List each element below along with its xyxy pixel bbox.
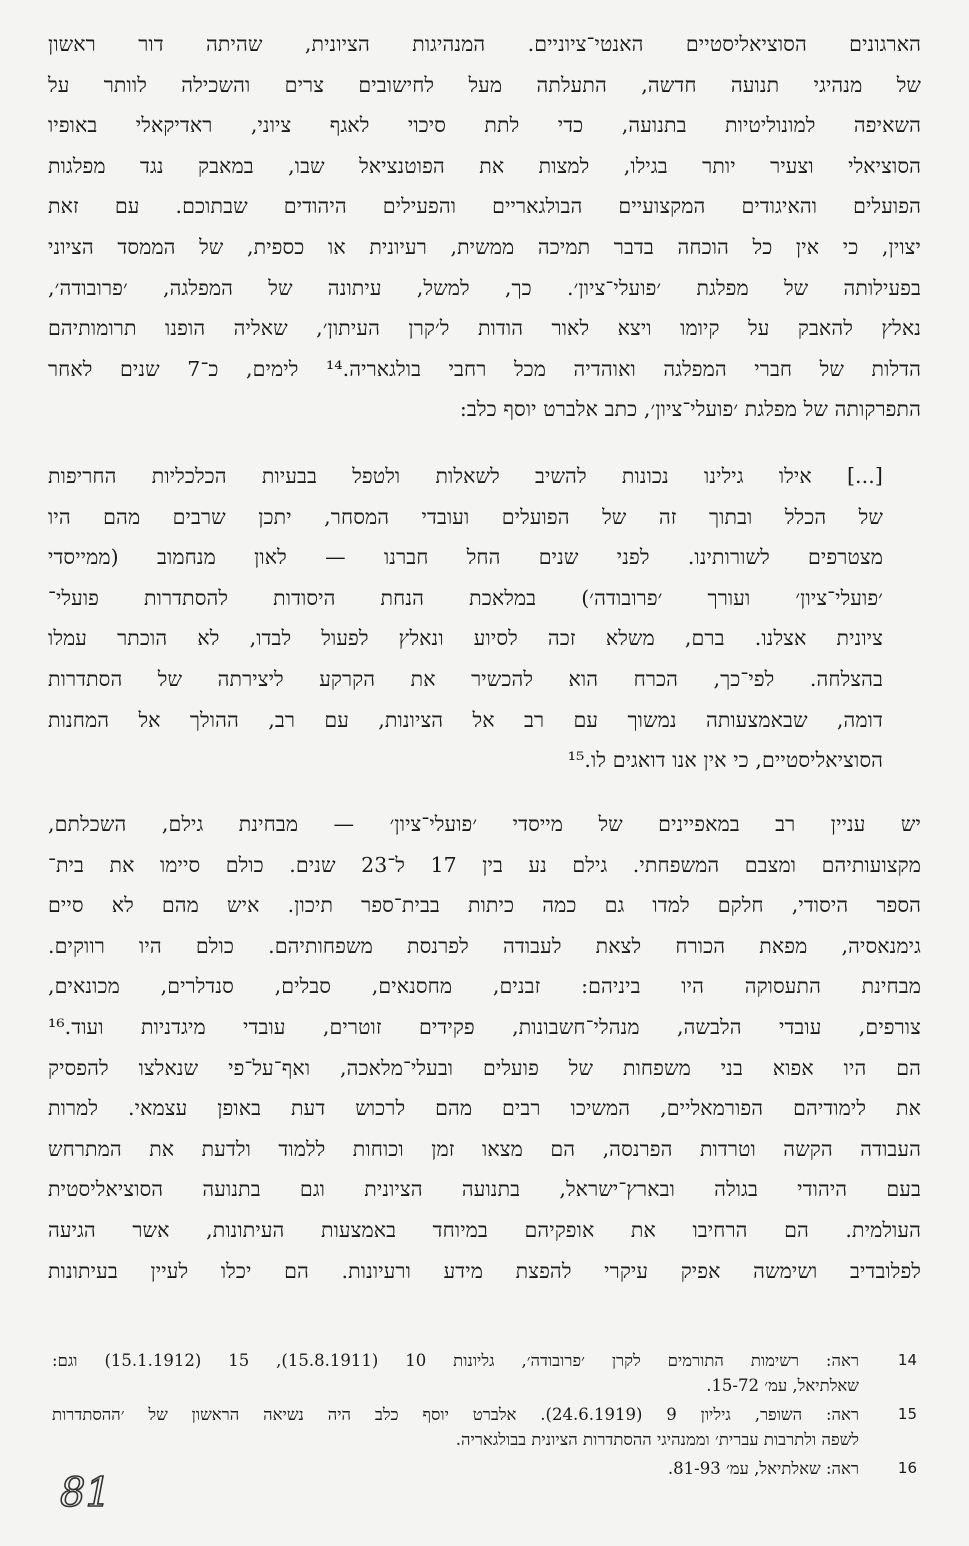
paragraph-2 xyxy=(48,804,921,1291)
text-line: הארגונים הסוציאליסטיים האנטי־ציוניים. המנהיגות הציונית, שהיתה דור ראשון xyxy=(48,32,921,56)
footnote-line: ראה: רשימות התורמים לקרן ׳פרובודה׳, גליונות 10 (15.8.1911), 15 (15.1.1912) וגם: xyxy=(52,1351,859,1370)
quote-line: [...] אילו גילינו נכונות להשיב לשאלות ולטפל בבעיות הכלכליות החריפות xyxy=(48,464,883,488)
footnote-line: ראה: השופר, גיליון 9 (24.6.1919). אלברט יוסף כלב היה נשיאה הראשון של ׳ההסתדרות xyxy=(52,1405,859,1424)
text-line: נאלץ להאבק על קיומו ויצא לאור הודות ל׳קרן העיתון׳, שאליה הופנו תרומותיהם xyxy=(48,316,921,341)
quote-line: של הכלל ובתוך זה של הפועלים ועובדי המסחר, יתכן שרבים מהם היו xyxy=(48,504,883,529)
page-number-handwriting xyxy=(56,1462,136,1522)
text-line: הספר היסודי, חלקם למדו גם כמה כיתות בבית־ספר תיכון. איש מהם לא סיים xyxy=(48,893,921,918)
text-line: של מנהיגי תנועה חדשה, התעלתה מעל לחישובים צרים והשכילה לוותר על xyxy=(48,72,921,97)
text-line: השאיפה למונוליטיות בתנועה, כדי לתת סיכוי לאגף ציוני, ראדיקאלי באופיו xyxy=(48,113,921,138)
footnote-14 xyxy=(52,1348,917,1398)
quote-line: הסוציאליסטיים, כי אין אנו דואגים לו.¹⁵ xyxy=(567,748,883,773)
text-line: גימנאסיה, מפאת הכורח לצאת לעבודה לפרנסת משפחותיהם. כולם היו רווקים. xyxy=(48,933,921,958)
text-line: הם היו אפוא בני משפחות של פועלים ובעלי־מלאכה, ואף־על־פי שנאלצו להפסיק xyxy=(48,1055,921,1080)
text-line: יצוין, כי אין כל הוכחה בדבר תמיכה ממשית, רעיונית או כספית, של הממסד הציוני xyxy=(48,234,921,259)
text-line: העולמית. הם הרחיבו את אופקיהם במיוחד באמצעות העיתונות, אשר הגיעה xyxy=(48,1217,921,1242)
footnote-16 xyxy=(52,1456,917,1481)
page-number-text: 81 xyxy=(60,1470,111,1516)
paragraph-1 xyxy=(48,24,921,430)
text-line: הסוציאלי וצעיר יותר בגילו, למצות את הפוטנציאל שבו, במאבק נגד מפלגות xyxy=(48,153,921,178)
footnote-15 xyxy=(52,1402,917,1452)
text-line: בפעילותה של מפלגת ׳פועלי־ציון׳. כך, למשל, עיתונה של המפלגה, ׳פרובודה׳, xyxy=(48,275,921,300)
text-line: התפרקותה של מפלגת ׳פועלי־ציון׳, כתב אלברט יוסף כלב: xyxy=(459,397,921,422)
block-quote xyxy=(48,456,883,781)
footnote-number: 14 xyxy=(897,1351,917,1369)
text-line: יש עניין רב במאפיינים של מייסדי ׳פועלי־ציון׳ — מבחינת גילם, השכלתם, xyxy=(48,812,921,836)
text-line: לפלובדיב ושימשה אפיק עיקרי להפצת מידע ורעיונות. הם יכלו לעיין בעיתונות xyxy=(48,1258,921,1283)
text-line: העבודה הקשה וטרדות הפרנסה, הם מצאו זמן וכוחות ללמוד ולדעת את המתרחש xyxy=(48,1136,921,1161)
quote-line: ׳פועלי־ציון׳ ועורך ׳פרובודה׳) במלאכת הנחת היסודות להסתדרות פועלי־ xyxy=(48,585,883,610)
text-line: בעם היהודי בגולה ובארץ־ישראל, בתנועה הציונית וגם בתנועה הסוציאליסטית xyxy=(48,1177,921,1202)
footnotes xyxy=(52,1348,917,1485)
footnote-line: ראה: שאלתיאל, עמ׳ 81-93. xyxy=(667,1459,859,1478)
footnote-number: 15 xyxy=(897,1405,917,1423)
text-line: מקצועותיהם ומצבם המשפחתי. גילם נע בין 17 ל־23 שנים. כולם סיימו את בית־ xyxy=(48,852,921,877)
text-line: צורפים, עובדי הלבשה, מנהלי־חשבונות, פקידים זוטרים, עובדי מיגדניות ועוד.¹⁶ xyxy=(48,1014,921,1039)
text-line: מבחינת התעסוקה היו ביניהם: זבנים, מחסנאים, סבלים, סנדלרים, מכונאים, xyxy=(48,974,921,999)
quote-line: דומה, שבאמצעותה נמשוך עם רב אל הציונות, עם רב, ההולך אל המחנות xyxy=(48,707,883,732)
quote-line: ציונית אצלנו. ברם, משלא זכה לסיוע ונאלץ לפעול לבדו, לא הוכתר עמלו xyxy=(48,626,883,651)
quote-line: מצטרפים לשורותינו. לפני שנים החל חברנו — לאון מנחמוב (ממייסדי xyxy=(48,545,883,570)
text-line: הדלות של חברי המפלגה ואוהדיה מכל רחבי בולגאריה.¹⁴ לימים, כ־7 שנים לאחר xyxy=(48,356,921,381)
handwritten-page-number xyxy=(56,1462,136,1522)
text-line: את לימודיהם הפורמאליים, המשיכו רבים מהם לרכוש דעת באופן עצמאי. למרות xyxy=(48,1096,921,1121)
footnote-line: שאלתיאל, עמ׳ 15-72. xyxy=(706,1376,859,1395)
quote-line: בהצלחה. לפי־כך, הכרח הוא להכשיר את הקרקע ליצירתה של הסתדרות xyxy=(48,666,883,691)
footnote-line: לשפה ולתרבות עברית׳ וממנהיגי ההסתדרות הציונית בבולגאריה. xyxy=(455,1430,859,1449)
text-line: הפועלים והאיגודים המקצועיים הבולגאריים והפעילים היהודים שבתוכם. עם זאת xyxy=(48,194,921,219)
footnote-number: 16 xyxy=(897,1459,917,1477)
